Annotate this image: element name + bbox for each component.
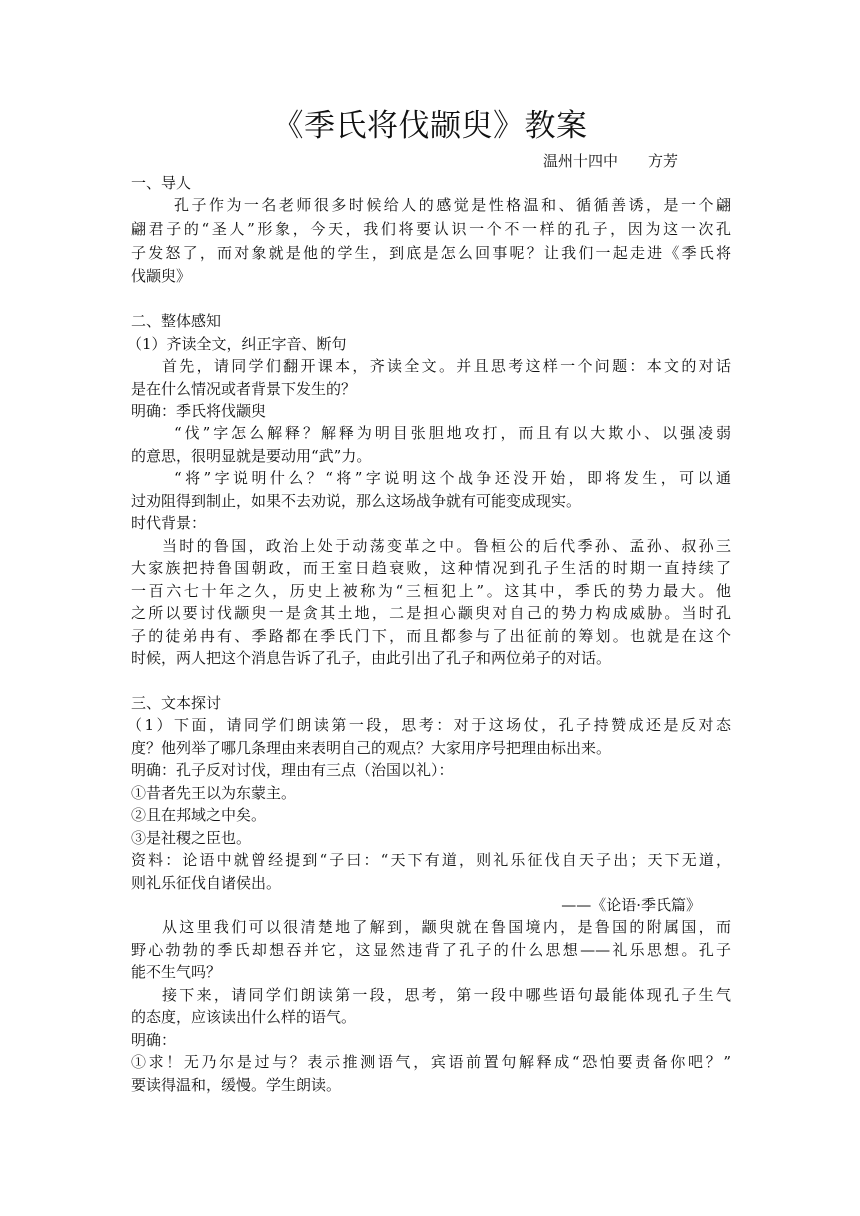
paragraph-line: “伐”字怎么解释？解释为明目张胆地攻打，而且有以大欺小、以强凌弱 — [174, 424, 731, 442]
document-title: 《季氏将伐颛臾》教案 — [272, 108, 588, 144]
paragraph-line: 大家族把持鲁国朝政，而王室日趋衰败，这种情况到孔子生活的时期一直持续了 — [131, 559, 731, 577]
author-name: 方芳 — [648, 152, 679, 170]
citation: ——《论语·季氏篇》 — [561, 896, 701, 914]
list-item: ①昔者先王以为东蒙主。 — [131, 784, 297, 802]
list-item: ②且在邦域之中矣。 — [131, 806, 267, 824]
list-item: ③是社稷之臣也。 — [131, 829, 252, 847]
paragraph-line: 之所以要讨伐颛臾一是贪其土地，二是担心颛臾对自己的势力构成威胁。当时孔 — [131, 604, 731, 622]
paragraph-line: （1）下面，请同学们朗读第一段，思考：对于这场仗，孔子持赞成还是反对态 — [127, 716, 731, 734]
section-heading: 二、整体感知 — [131, 312, 222, 330]
paragraph-line: 的意思，很明显就是要动用“武”力。 — [131, 447, 372, 465]
paragraph-line: 当时的鲁国，政治上处于动荡变革之中。鲁桓公的后代季孙、孟孙、叔孙三 — [162, 537, 731, 555]
paragraph-line: 子发怒了，而对象就是他的学生，到底是怎么回事呢？让我们一起走进《季氏将 — [131, 244, 731, 262]
paragraph-line: 过劝阻得到制止，如果不去劝说，那么这场战争就有可能变成现实。 — [131, 492, 582, 510]
author-line — [543, 150, 678, 172]
paragraph-line: 度？他列举了哪几条理由来表明自己的观点？大家用序号把理由标出来。 — [131, 739, 612, 757]
paragraph-line: 接下来，请同学们朗读第一段，思考，第一段中哪些语句最能体现孔子生气 — [162, 986, 731, 1004]
paragraph-line: 资料：论语中就曾经提到“子曰：“天下有道，则礼乐征伐自天子出；天下无道， — [131, 851, 731, 869]
paragraph-line: 明确： — [131, 1031, 177, 1049]
paragraph-line: 能不生气吗？ — [131, 963, 222, 981]
subsection-heading: （1）齐读全文，纠正字音、断句 — [127, 335, 347, 353]
author-school: 温州十四中 — [543, 152, 619, 170]
paragraph-line: 翩君子的“圣人”形象，今天，我们将要认识一个不一样的孔子，因为这一次孔 — [131, 220, 731, 238]
section-heading: 一、导人 — [131, 174, 192, 192]
paragraph-line: 首先，请同学们翻开课本，齐读全文。并且思考这样一个问题：本文的对话 — [162, 357, 731, 375]
paragraph-line: 野心勃勃的季氏却想吞并它，这显然违背了孔子的什么思想——礼乐思想。孔子 — [131, 941, 731, 959]
paragraph-line: 孔子作为一名老师很多时候给人的感觉是性格温和、循循善诱，是一个翩 — [174, 196, 731, 214]
paragraph-line: 子的徒弟冉有、季路都在季氏门下，而且都参与了出征前的筹划。也就是在这个 — [131, 627, 731, 645]
section-heading: 三、文本探讨 — [131, 694, 222, 712]
paragraph-line: “将”字说明什么？“将”字说明这个战争还没开始，即将发生，可以通 — [174, 469, 731, 487]
paragraph-line: 明确：季氏将伐颛臾 — [131, 402, 267, 420]
paragraph-line: 则礼乐征伐自诸侯出。 — [131, 874, 282, 892]
paragraph-line: 时代背景： — [131, 514, 207, 532]
paragraph-line: 时候，两人把这个消息告诉了孔子，由此引出了孔子和两位弟子的对话。 — [131, 649, 612, 667]
paragraph-line: 伐颛臾》 — [131, 267, 192, 285]
paragraph-line: 要读得温和，缓慢。学生朗读。 — [131, 1076, 342, 1094]
paragraph-line: 的态度，应该读出什么样的语气。 — [131, 1008, 357, 1026]
list-item: ①求！无乃尔是过与？表示推测语气，宾语前置句解释成“恐怕要责备你吧？” — [131, 1053, 731, 1071]
paragraph-line: 是在什么情况或者背景下发生的？ — [131, 380, 357, 398]
paragraph-line: 一百六七十年之久，历史上被称为“三桓犯上”。这其中，季氏的势力最大。他 — [131, 582, 731, 600]
paragraph-line: 明确：孔子反对讨伐，理由有三点（治国以礼）： — [131, 761, 454, 779]
paragraph-line: 从这里我们可以很清楚地了解到，颛臾就在鲁国境内，是鲁国的附属国，而 — [162, 918, 731, 936]
